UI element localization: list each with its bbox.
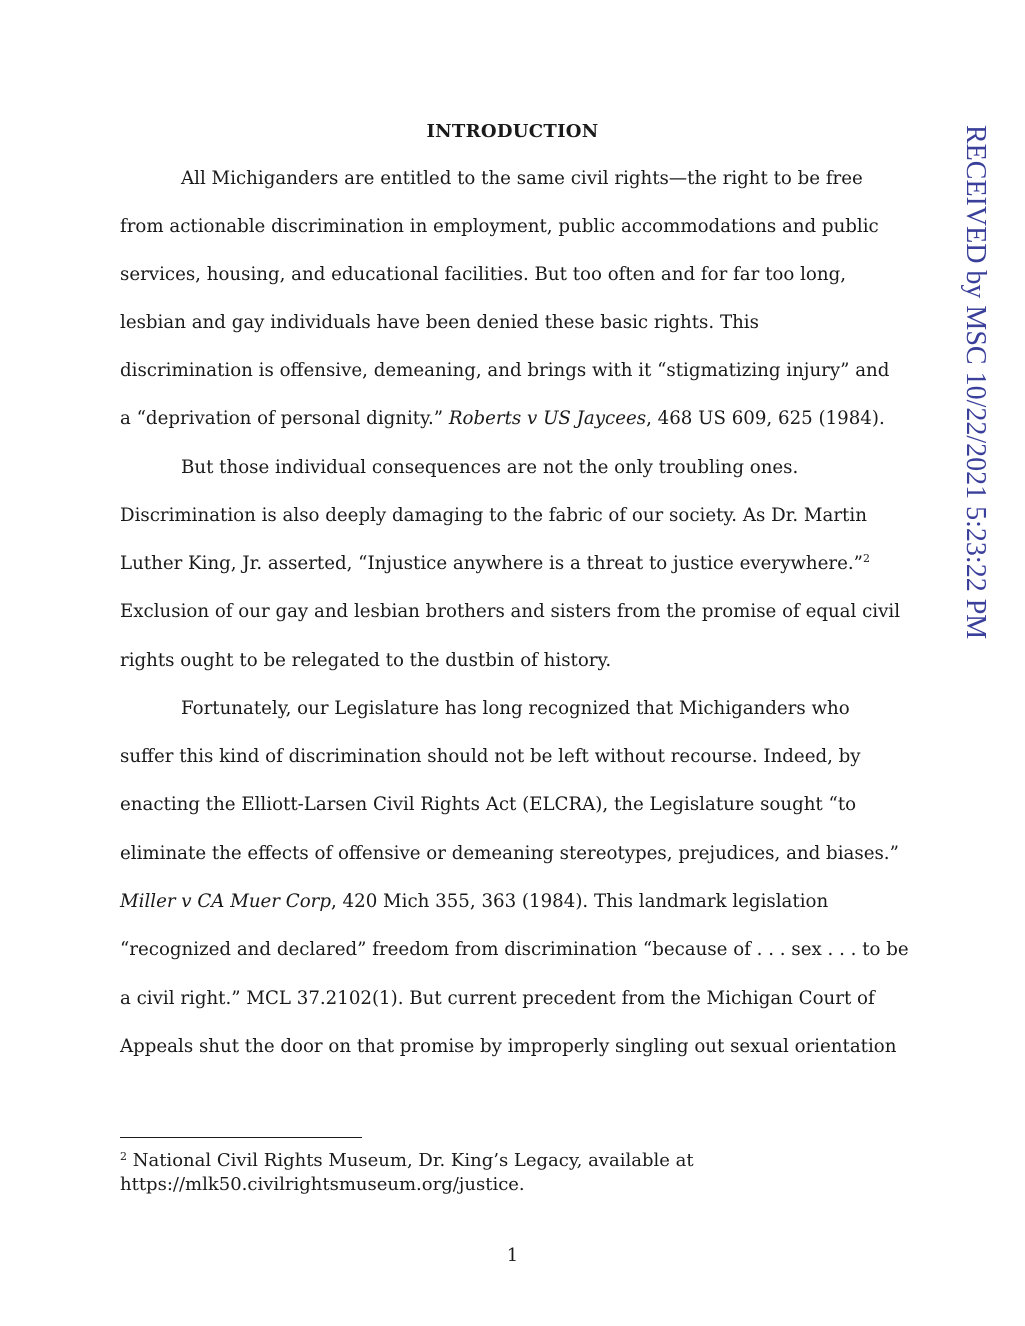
footnote-line	[120, 1150, 694, 1172]
page-number: 1	[506, 1245, 519, 1266]
text-segment: a “deprivation of personal dignity.”	[120, 408, 449, 429]
text-line: services, housing, and educational facilities. But too often and for far too long,	[120, 264, 847, 285]
text-segment: , 420 Mich 355, 363 (1984). This landmark legislation	[330, 891, 829, 912]
text-line	[120, 408, 885, 430]
text-line: Fortunately, our Legislature has long recognized that Michiganders who	[181, 698, 850, 719]
text-line: suffer this kind of discrimination should not be left without recourse. Indeed, by	[120, 746, 861, 767]
footnote-number: 2	[120, 1150, 127, 1163]
text-line	[120, 891, 828, 913]
text-line: Exclusion of our gay and lesbian brothers and sisters from the promise of equal civil	[120, 601, 901, 622]
footnote-divider	[120, 1137, 362, 1138]
text-line: Discrimination is also deeply damaging to the fabric of our society. As Dr. Martin	[120, 505, 867, 526]
case-citation: Roberts v US Jaycees	[448, 408, 647, 429]
footnote-url[interactable]: https://mlk50.civilrightsmuseum.org/justice.	[120, 1174, 525, 1195]
text-line: lesbian and gay individuals have been denied these basic rights. This	[120, 312, 759, 333]
text-line: discrimination is offensive, demeaning, and brings with it “stigmatizing injury” and	[120, 360, 890, 381]
received-stamp: RECEIVED by MSC 10/22/2021 5:23:22 PM	[960, 125, 991, 640]
section-heading: INTRODUCTION	[426, 121, 599, 142]
text-line: rights ought to be relegated to the dustbin of history.	[120, 650, 612, 671]
case-citation: Miller v CA Muer Corp	[120, 891, 331, 912]
text-segment: , 468 US 609, 625 (1984).	[646, 408, 885, 429]
text-line: But those individual consequences are not the only troubling ones.	[181, 457, 799, 478]
text-line	[120, 553, 870, 575]
text-line: a civil right.” MCL 37.2102(1). But current precedent from the Michigan Court of	[120, 988, 875, 1009]
text-line: from actionable discrimination in employment, public accommodations and public	[120, 216, 879, 237]
text-line: “recognized and declared” freedom from discrimination “because of . . . sex . . . to be	[120, 939, 909, 960]
footnote-reference: 2	[862, 552, 870, 565]
text-line: eliminate the effects of offensive or demeaning stereotypes, prejudices, and biases.”	[120, 843, 899, 864]
text-segment: Luther King, Jr. asserted, “Injustice anywhere is a threat to justice everywhere.”	[120, 553, 863, 574]
text-line: Appeals shut the door on that promise by improperly singling out sexual orientation	[120, 1036, 897, 1057]
footnote-text: National Civil Rights Museum, Dr. King’s Legacy, available at	[127, 1150, 694, 1171]
text-line: All Michiganders are entitled to the same civil rights—the right to be free	[181, 168, 863, 189]
text-line: enacting the Elliott-Larsen Civil Rights Act (ELCRA), the Legislature sought “to	[120, 794, 857, 815]
